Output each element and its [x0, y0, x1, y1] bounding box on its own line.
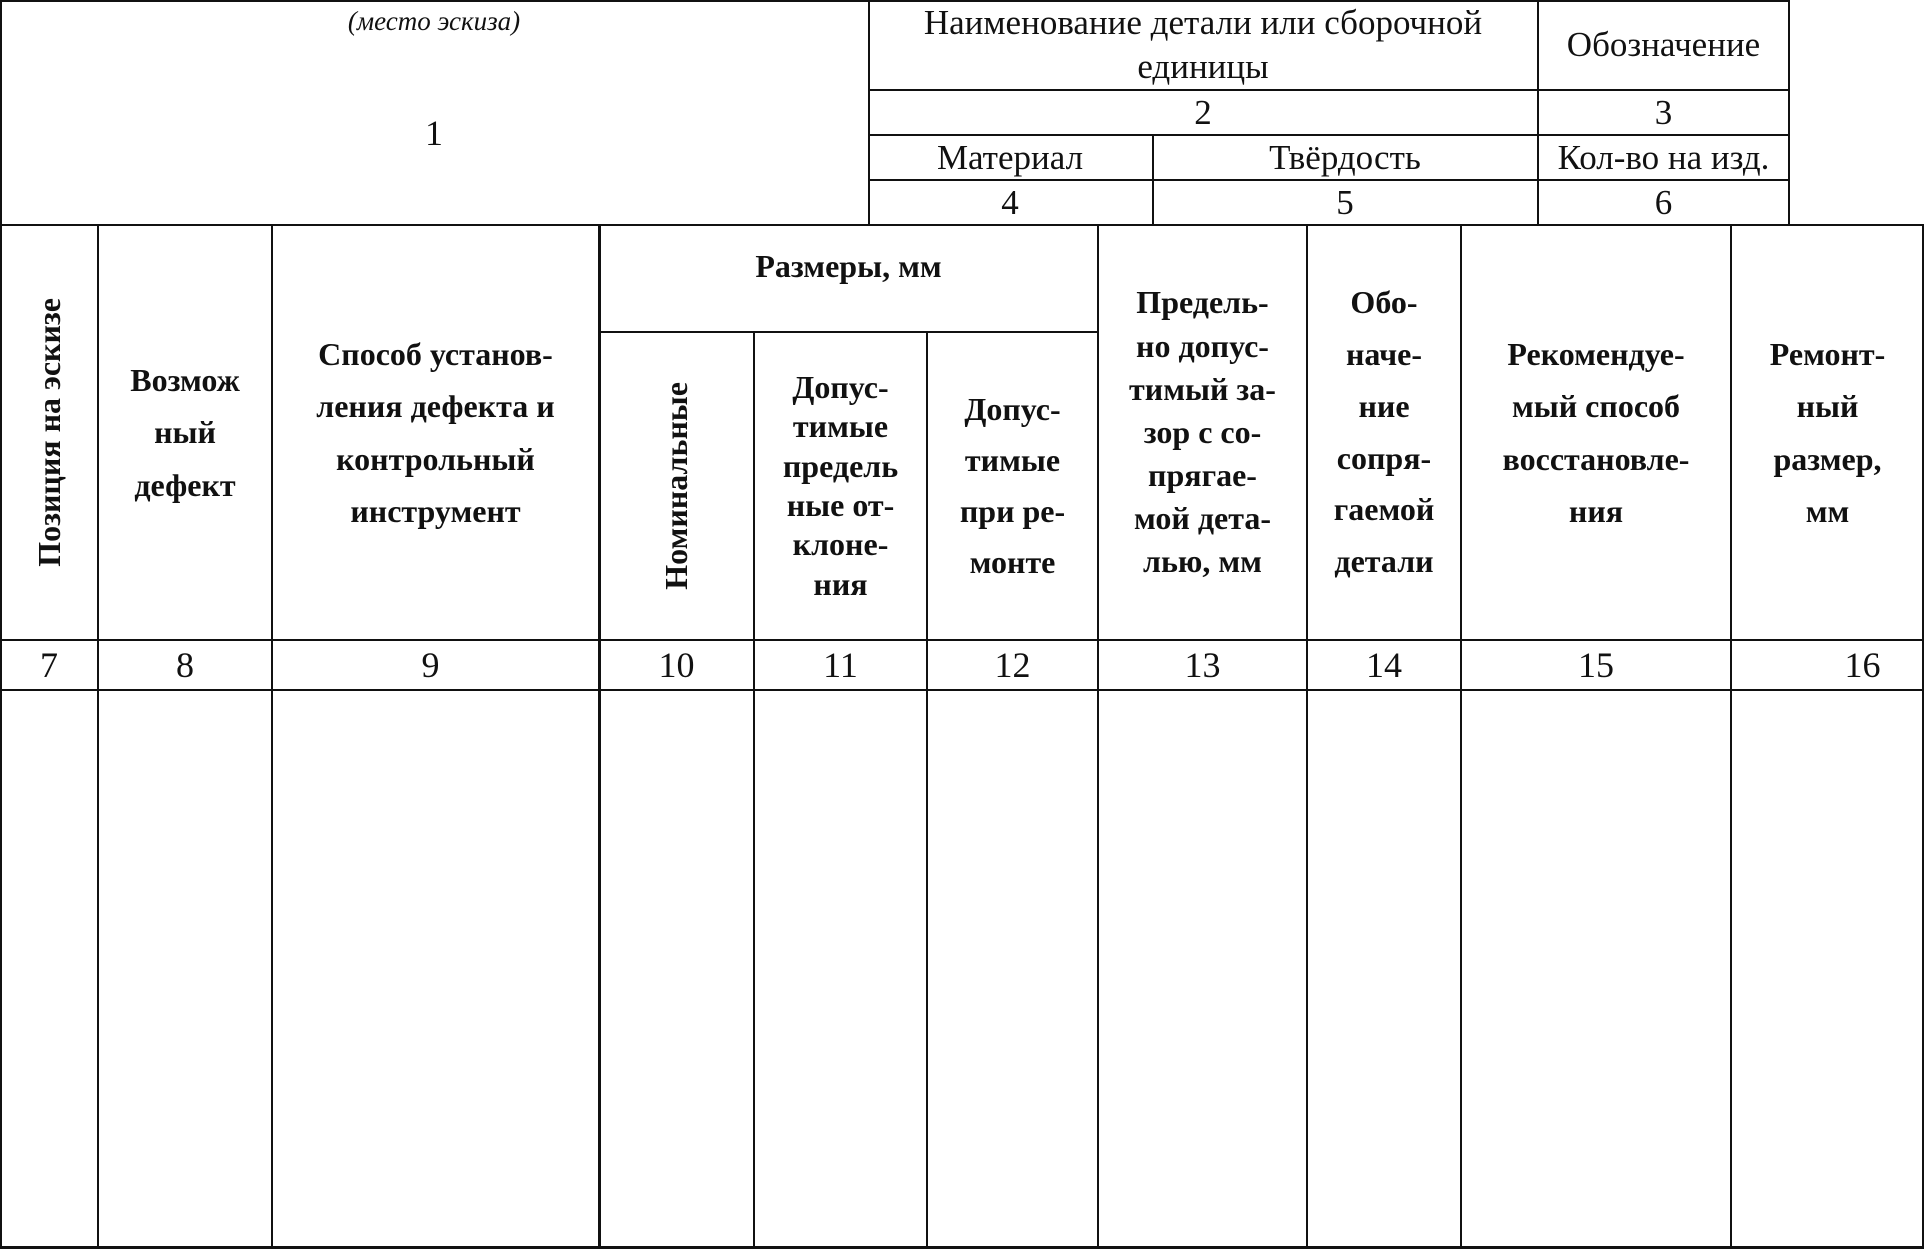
header-nominal-cell — [599, 332, 754, 640]
column-number: 15 — [1578, 645, 1614, 685]
grid-line — [599, 331, 1098, 333]
header-mating-part: Обо- наче- ние сопря- гаемой детали — [1333, 284, 1435, 580]
grid-line — [0, 225, 2, 1249]
grid-line — [868, 179, 1790, 181]
grid-line — [0, 639, 1924, 641]
header-recommended-method: Рекомендуе- мый способ восстановле- ния — [1502, 336, 1690, 529]
grid-line — [926, 332, 928, 1249]
column-number: 9 — [421, 645, 440, 685]
grid-line — [1460, 225, 1462, 1249]
header-defect: Возмож ный дефект — [130, 362, 240, 503]
column-number: 16 — [1844, 645, 1881, 685]
grid-line — [1730, 225, 1732, 1249]
grid-line — [271, 225, 273, 1249]
header-clearance: Предель- но допус- тимый за- зор с со- прягае- мой дета- лью, мм — [1129, 284, 1276, 580]
column-number: 11 — [823, 645, 858, 685]
material-number: 4 — [1001, 182, 1019, 222]
sketch-number: 1 — [425, 113, 443, 153]
column-number: 8 — [176, 645, 194, 685]
hardness-label: Твёрдость — [1269, 137, 1421, 177]
header-position: Позиция на эскизе — [30, 298, 67, 567]
designation-number: 3 — [1654, 92, 1673, 132]
column-number: 7 — [40, 645, 58, 685]
grid-line — [97, 225, 99, 1249]
header-allowed-repair: Допус- тимые при ре- монте — [959, 390, 1066, 581]
grid-line — [1306, 225, 1308, 1249]
grid-line — [598, 225, 601, 1249]
grid-line — [1537, 0, 1539, 226]
quantity-number: 6 — [1654, 182, 1673, 222]
column-number: 10 — [658, 645, 695, 685]
grid-line — [0, 0, 2, 226]
grid-line — [868, 89, 1790, 91]
hardness-number: 5 — [1336, 182, 1354, 222]
grid-line — [0, 689, 1924, 691]
sketch-caption: (место эскиза) — [347, 6, 521, 36]
header-position-cell — [0, 225, 98, 640]
grid-line — [753, 332, 755, 1249]
header-allowed-limit: Допус- тимые предель ные от- клоне- ния — [782, 368, 899, 602]
grid-line — [868, 0, 870, 226]
part-name-label: Наименование детали или сборочной единицы — [923, 3, 1483, 86]
header-repair-size: Ремонт- ный размер, мм — [1769, 336, 1886, 529]
quantity-label: Кол-во на изд. — [1557, 137, 1770, 177]
grid-line — [868, 134, 1790, 136]
grid-line — [0, 0, 1790, 2]
grid-line — [1097, 225, 1099, 1249]
material-label: Материал — [936, 137, 1084, 177]
header-nominal: Номинальные — [658, 382, 694, 590]
column-number: 12 — [994, 645, 1031, 685]
grid-line — [0, 224, 1924, 226]
header-sizes-group: Размеры, мм — [755, 248, 942, 284]
designation-label: Обозначение — [1566, 25, 1761, 65]
header-method: Способ установ- ления дефекта и контрольный инструмент — [316, 336, 555, 529]
part-name-number: 2 — [1194, 92, 1212, 132]
grid-line — [1788, 0, 1790, 226]
column-number: 14 — [1366, 645, 1402, 685]
column-number: 13 — [1184, 645, 1221, 685]
